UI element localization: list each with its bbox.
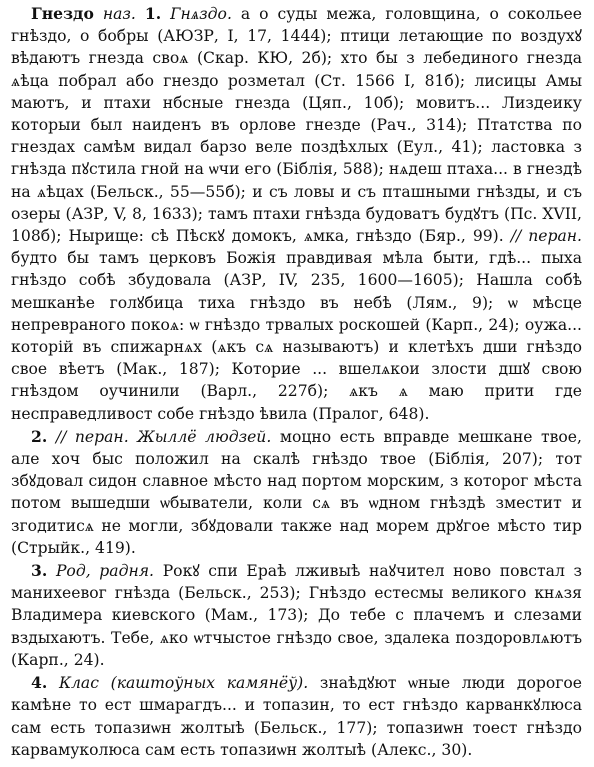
sense-3-paragraph xyxy=(11,560,582,671)
sense-2-number: 2. xyxy=(31,426,48,446)
sense-3-number: 3. xyxy=(31,561,48,581)
sense-2-gloss: // перан. Жыллё людзей. xyxy=(55,427,272,446)
sense-4-text: знаѣдꙋют ѡные люди дорогое камѣне то ест шмарагдъ... и топазин, то ест гнѣздо карванкꙋлюса сам есть топазиѡн жолтыѣ (Бельск., 177); топазиѡн тоест гнѣздо карвамуколюса сам есть топазиѡн жолтыѣ (Алекс., 30). xyxy=(11,674,582,759)
sense-3-gloss: Род, радня. xyxy=(55,562,155,581)
sense-1-text: а о суды межа, головщина, о сокольее гнѣздо, о бобры (АЮЗР, I, 17, 1444); птици летающие по воздухꙋ вѣдаютъ гнезда своѧ (Скар. КЮ, 2б); хто бы з лебединого гнезда ѧѣца побрал або гнездо розметал (Ст. 1566 I, 81б); лисицы Амы маютъ, и птахи нбсные гнезда (Цяп., 10б); мовитъ... Лиздеику которыи был наиденъ въ орловe гнезде (Рач., 314); Птатства по гнездах самѣм видал барзо веле поздѣхлых (Еул., 41); ластовка з гнѣзда пꙋстила гной на ѡчи его (Біблія, 588); нѧдеш птаха... в гнездѣ на ѧѣцах (Бельск., 55—55б); и съ ловы и съ пташными гнѣзды, и съ озеры (АЗР, V, 8, 1633); тамъ птахи гнѣзда будоватъ будꙋтъ (Пс. XVII, 108б); Нырище: сѣ Пѣскꙋ домокъ, ѧмка, гнѣздо (Бяр., 99). xyxy=(11,5,582,246)
sense-2-paragraph xyxy=(11,426,582,559)
part-of-speech: наз. xyxy=(102,5,136,23)
sense-1-paragraph xyxy=(11,3,582,425)
sense-1-gloss: Гнѧздо. xyxy=(170,5,232,23)
sense-4-number: 4. xyxy=(31,673,48,693)
sense-2-text: моцно есть вправде мешканe твое, але хоч быс положил на скалѣ гнѣздо твое (Біблія, 207); тот збꙋдовал сидон славное мѣсто над портом морским, з которог мѣста потом вышедши ѡбыватели, коли сѧ въ ѡдном гнѣздѣ зместит и згодитисѧ не могли, збꙋдовали также над морем дрꙋгое мѣсто тир (Стрыйк., 419). xyxy=(11,427,582,557)
sense-1-figurative-text: будто бы тамъ церковъ Божія правдивая мѣла быти, гдѣ... пыха гнѣздо собѣ збудовала (АЗР, IV, 235, 1600—1605); Нашла собѣ мешканѣе голꙋбица тиха гнѣздо въ небѣ (Лям., 9); ѡ мѣсце непревраного покоѧ: ѡ гнѣздо трвалых роскошей (Карп., 24); оужа... которій въ спижарнѧх (ѧкъ сѧ называютъ) и клетѣхъ дши гнѣздо свое вѣетъ (Мак., 187); Которие ... вшелѧкои злости дшꙋ свою гнѣздом оучинили (Варл., 227б); ѧкъ ѧ маю прити где несправедливост собе гнѣздо ѣвила (Пралог, 648). xyxy=(11,249,582,423)
headword: Гнездо xyxy=(31,4,94,23)
sense-1-figurative-label: // перан. xyxy=(510,227,582,246)
sense-4-paragraph xyxy=(11,672,582,761)
sense-3-text: Рокꙋ спи Ераѣ лживыѣ наꙋчител ново повстал з манихеевог гнѣзда (Бельск., 253); Гнѣздо естесмы великого кнѧзя Владимера киевского (Мам., 173); До тебе с плачемъ и слезами вздыхаютъ. Тебе, ѧко ѡтчыстое гнѣздо свое, здалека поздоровлѧютъ (Карп., 24). xyxy=(11,562,582,669)
sense-1-number: 1. xyxy=(144,4,162,23)
sense-4-gloss: Клас (каштоўных камянёў). xyxy=(58,674,309,693)
